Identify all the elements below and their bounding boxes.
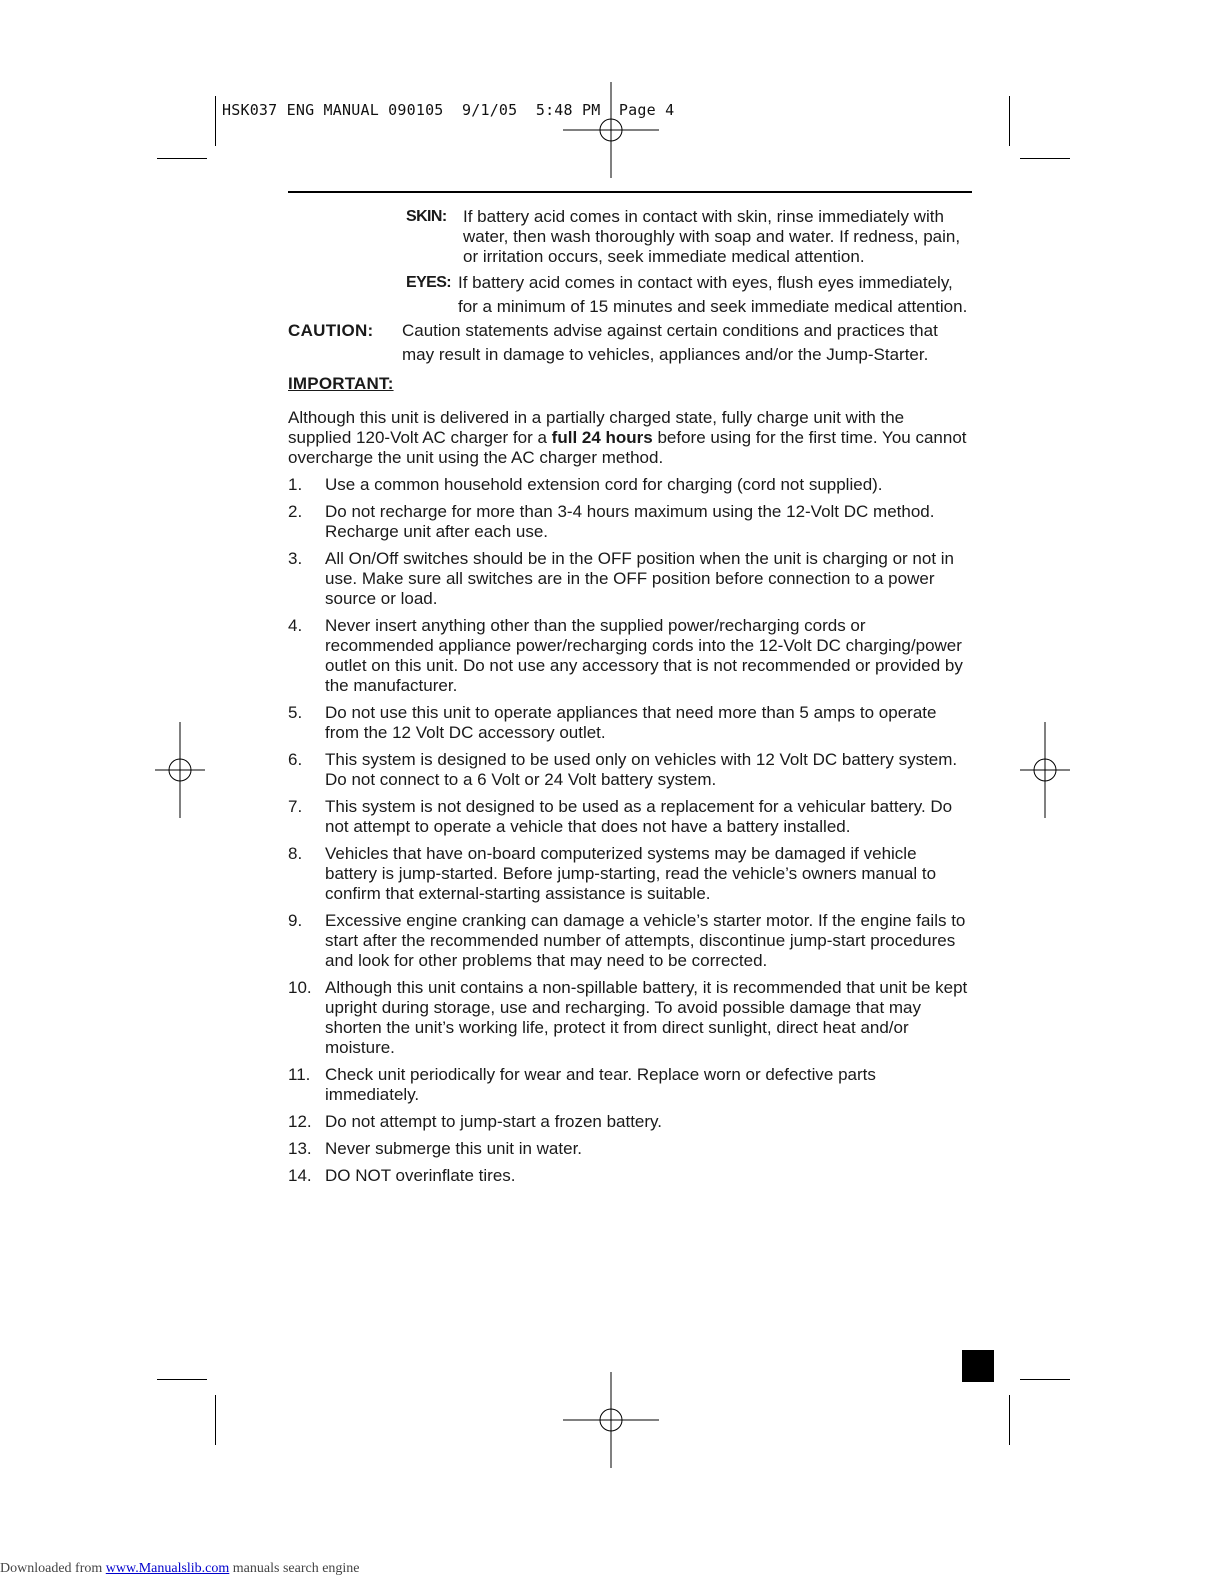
- list-item: [288, 750, 972, 790]
- intro-bold-text: full 24 hours: [551, 428, 653, 447]
- list-item: [288, 978, 972, 1058]
- crop-mark: [215, 1395, 216, 1445]
- manualslib-link[interactable]: www.Manualslib.com: [105, 1561, 230, 1576]
- list-item: [288, 797, 972, 837]
- definition-separator: :: [441, 208, 447, 225]
- list-item: [288, 549, 972, 609]
- list-item: [288, 475, 972, 495]
- intro-text: before using for the first time. You cannot overcharge the unit using the AC charger method.: [288, 428, 967, 467]
- item-text: All On/Off switches should be in the OFF position when the unit is charging or not in use. Make sure all switches are in the OFF position before connection to a power source or load.: [325, 549, 955, 608]
- crop-mark: [1009, 96, 1010, 146]
- list-item: [288, 616, 972, 696]
- registration-mark-icon: [1020, 722, 1070, 818]
- item-number: 6.: [288, 750, 303, 769]
- list-item: [288, 911, 972, 971]
- item-text: Excessive engine cranking can damage a vehicle’s starter motor. If the engine fails to start after the recommended number of attempts, discontinue jump-start procedures and look for other problems that may need to be corrected.: [325, 911, 966, 970]
- important-heading: IMPORTANT:: [288, 374, 394, 393]
- item-number: 14.: [288, 1166, 312, 1185]
- item-text: Never insert anything other than the supplied power/recharging cords or recommended appliance power/recharging cords into the 12-Volt DC charging/power outlet on this unit. Do not use any accessory that is not recommended or provided by the manufacturer.: [325, 616, 963, 695]
- item-number: 8.: [288, 844, 303, 863]
- item-number: 7.: [288, 797, 303, 816]
- item-number: 11.: [288, 1065, 311, 1084]
- registration-mark-icon: [155, 722, 205, 818]
- page-tab-marker: [962, 1350, 994, 1382]
- definition-separator: :: [446, 274, 452, 291]
- definition-eyes: [406, 271, 972, 319]
- list-item: [288, 1166, 972, 1186]
- item-text: Do not recharge for more than 3-4 hours maximum using the 12-Volt DC method. Recharge unit after each use.: [325, 502, 935, 541]
- item-text: This system is not designed to be used as a replacement for a vehicular battery. Do not attempt to operate a vehicle that does not have a battery installed.: [325, 797, 953, 836]
- item-number: 12.: [288, 1112, 312, 1131]
- list-item: [288, 1139, 972, 1159]
- list-item: [288, 703, 972, 743]
- item-text: Use a common household extension cord for charging (cord not supplied).: [325, 475, 883, 494]
- definition-term: SKIN: [406, 208, 442, 225]
- definition-text: Caution statements advise against certain conditions and practices that may result in damage to vehicles, appliances and/or the Jump-Starter.: [402, 321, 938, 364]
- item-text: This system is designed to be used only on vehicles with 12 Volt DC battery system. Do not connect to a 6 Volt or 24 Volt battery system.: [325, 750, 958, 789]
- definition-term: EYES: [406, 274, 447, 291]
- crop-mark: [1009, 1395, 1010, 1445]
- definition-text: If battery acid comes in contact with eyes, flush eyes immediately, for a minimum of 15 minutes and seek immediate medical attention.: [458, 273, 968, 316]
- crop-mark: [157, 1379, 207, 1380]
- crop-mark: [1020, 1379, 1070, 1380]
- manual-content: [288, 207, 972, 1193]
- item-number: 9.: [288, 911, 303, 930]
- safety-rules-list: [288, 475, 972, 1186]
- crop-mark: [157, 158, 207, 159]
- list-item: [288, 1065, 972, 1105]
- item-number: 10.: [288, 978, 312, 997]
- item-number: 5.: [288, 703, 303, 722]
- registration-mark-icon: [563, 1372, 659, 1468]
- item-number: 3.: [288, 549, 303, 568]
- list-item: [288, 502, 972, 542]
- print-slug: HSK037 ENG MANUAL 090105 9/1/05 5:48 PM Page 4: [222, 101, 675, 119]
- registration-mark-icon: [563, 82, 659, 178]
- item-text: Never submerge this unit in water.: [325, 1139, 583, 1158]
- item-text: Vehicles that have on-board computerized systems may be damaged if vehicle battery is jump-started. Before jump-starting, read the vehicle’s owners manual to confirm that external-starting assistance is suitable.: [325, 844, 937, 903]
- item-number: 13.: [288, 1139, 312, 1158]
- item-text: Check unit periodically for wear and tear. Replace worn or defective parts immediately.: [325, 1065, 876, 1104]
- item-text: Although this unit contains a non-spillable battery, it is recommended that unit be kept upright during storage, use and recharging. To avoid possible damage that may shorten the unit’s working life, protect it from direct sunlight, direct heat and/or moisture.: [325, 978, 968, 1057]
- footer-text: manuals search engine: [229, 1561, 360, 1576]
- definition-skin: [406, 207, 972, 267]
- item-text: DO NOT overinflate tires.: [325, 1166, 516, 1185]
- item-number: 2.: [288, 502, 303, 521]
- crop-mark: [215, 96, 216, 146]
- intro-text: Although this unit is delivered in a partially charged state, fully charge unit with the supplied 120-Volt AC charger for a: [288, 408, 905, 447]
- item-text: Do not use this unit to operate appliances that need more than 5 amps to operate from the 12 Volt DC accessory outlet.: [325, 703, 937, 742]
- footer-text: Downloaded from: [0, 1561, 106, 1576]
- definition-text: If battery acid comes in contact with skin, rinse immediately with water, then wash thoroughly with soap and water. If redness, pain, or irritation occurs, seek immediate medical attention.: [463, 207, 961, 266]
- item-number: 4.: [288, 616, 303, 635]
- definition-term: CAUTION:: [288, 321, 374, 340]
- item-number: 1.: [288, 475, 303, 494]
- top-rule: [288, 191, 972, 193]
- important-intro: [288, 408, 972, 468]
- crop-mark: [1020, 158, 1070, 159]
- list-item: [288, 844, 972, 904]
- list-item: [288, 1112, 972, 1132]
- definition-caution: [288, 319, 972, 367]
- download-footer: [0, 1561, 360, 1577]
- item-text: Do not attempt to jump-start a frozen battery.: [325, 1112, 663, 1131]
